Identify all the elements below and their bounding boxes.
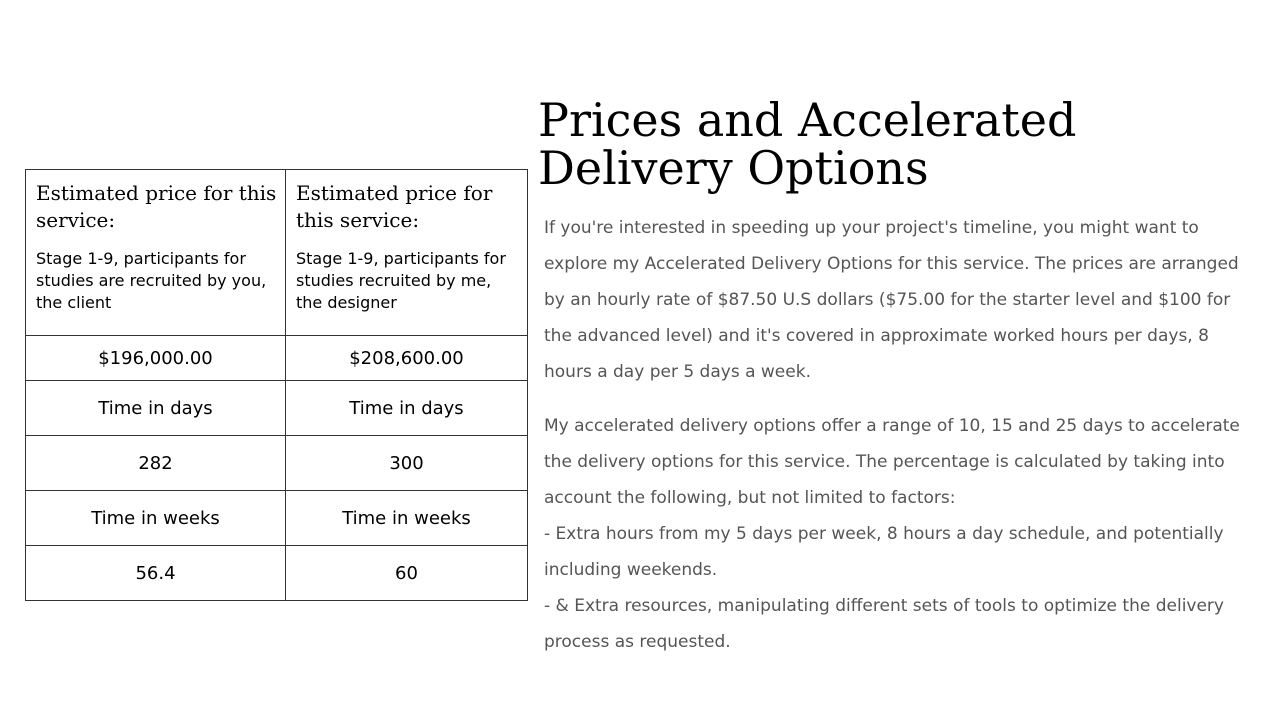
days-label-client: Time in days bbox=[26, 381, 286, 436]
days-client: 282 bbox=[26, 436, 286, 491]
column-subheading: Stage 1-9, participants for studies recruited by me, the designer bbox=[296, 249, 506, 312]
table-row-days bbox=[26, 436, 528, 491]
column-subheading: Stage 1-9, participants for studies are recruited by you, the client bbox=[36, 249, 267, 312]
column-heading: Estimated price for this service: bbox=[36, 181, 277, 232]
weeks-designer: 60 bbox=[286, 546, 528, 601]
table-row-days-label bbox=[26, 381, 528, 436]
factor-item: - & Extra resources, manipulating different sets of tools to optimize the delivery process as requested. bbox=[544, 596, 1224, 652]
weeks-label-designer: Time in weeks bbox=[286, 491, 528, 546]
column-header-designer bbox=[286, 170, 528, 336]
weeks-label-client: Time in weeks bbox=[26, 491, 286, 546]
column-heading: Estimated price for this service: bbox=[296, 181, 493, 232]
table-row-weeks bbox=[26, 546, 528, 601]
table-row-price bbox=[26, 336, 528, 381]
table-row-weeks-label bbox=[26, 491, 528, 546]
weeks-client: 56.4 bbox=[26, 546, 286, 601]
days-label-designer: Time in days bbox=[286, 381, 528, 436]
body-text bbox=[544, 210, 1254, 660]
days-designer: 300 bbox=[286, 436, 528, 491]
price-designer: $208,600.00 bbox=[286, 336, 528, 381]
options-paragraph: My accelerated delivery options offer a range of 10, 15 and 25 days to accelerate the delivery options for this service. The percentage is calculated by taking into account the following, but not limited to factors: bbox=[544, 416, 1240, 508]
price-client: $196,000.00 bbox=[26, 336, 286, 381]
table-header-row bbox=[26, 170, 528, 336]
column-header-client bbox=[26, 170, 286, 336]
factor-item: - Extra hours from my 5 days per week, 8 hours a day schedule, and potentially including weekends. bbox=[544, 524, 1224, 580]
page-title: Prices and Accelerated Delivery Options bbox=[538, 93, 1077, 195]
price-comparison-table bbox=[25, 169, 528, 601]
intro-paragraph: If you're interested in speeding up your project's timeline, you might want to explore my Accelerated Delivery Options for this service. The prices are arranged by an hourly rate of $87.50 U.S dollars ($75.00 for the starter level and $100 for the advanced level) and it's covered in approximate worked hours per days, 8 hours a day per 5 days a week. bbox=[544, 218, 1239, 382]
